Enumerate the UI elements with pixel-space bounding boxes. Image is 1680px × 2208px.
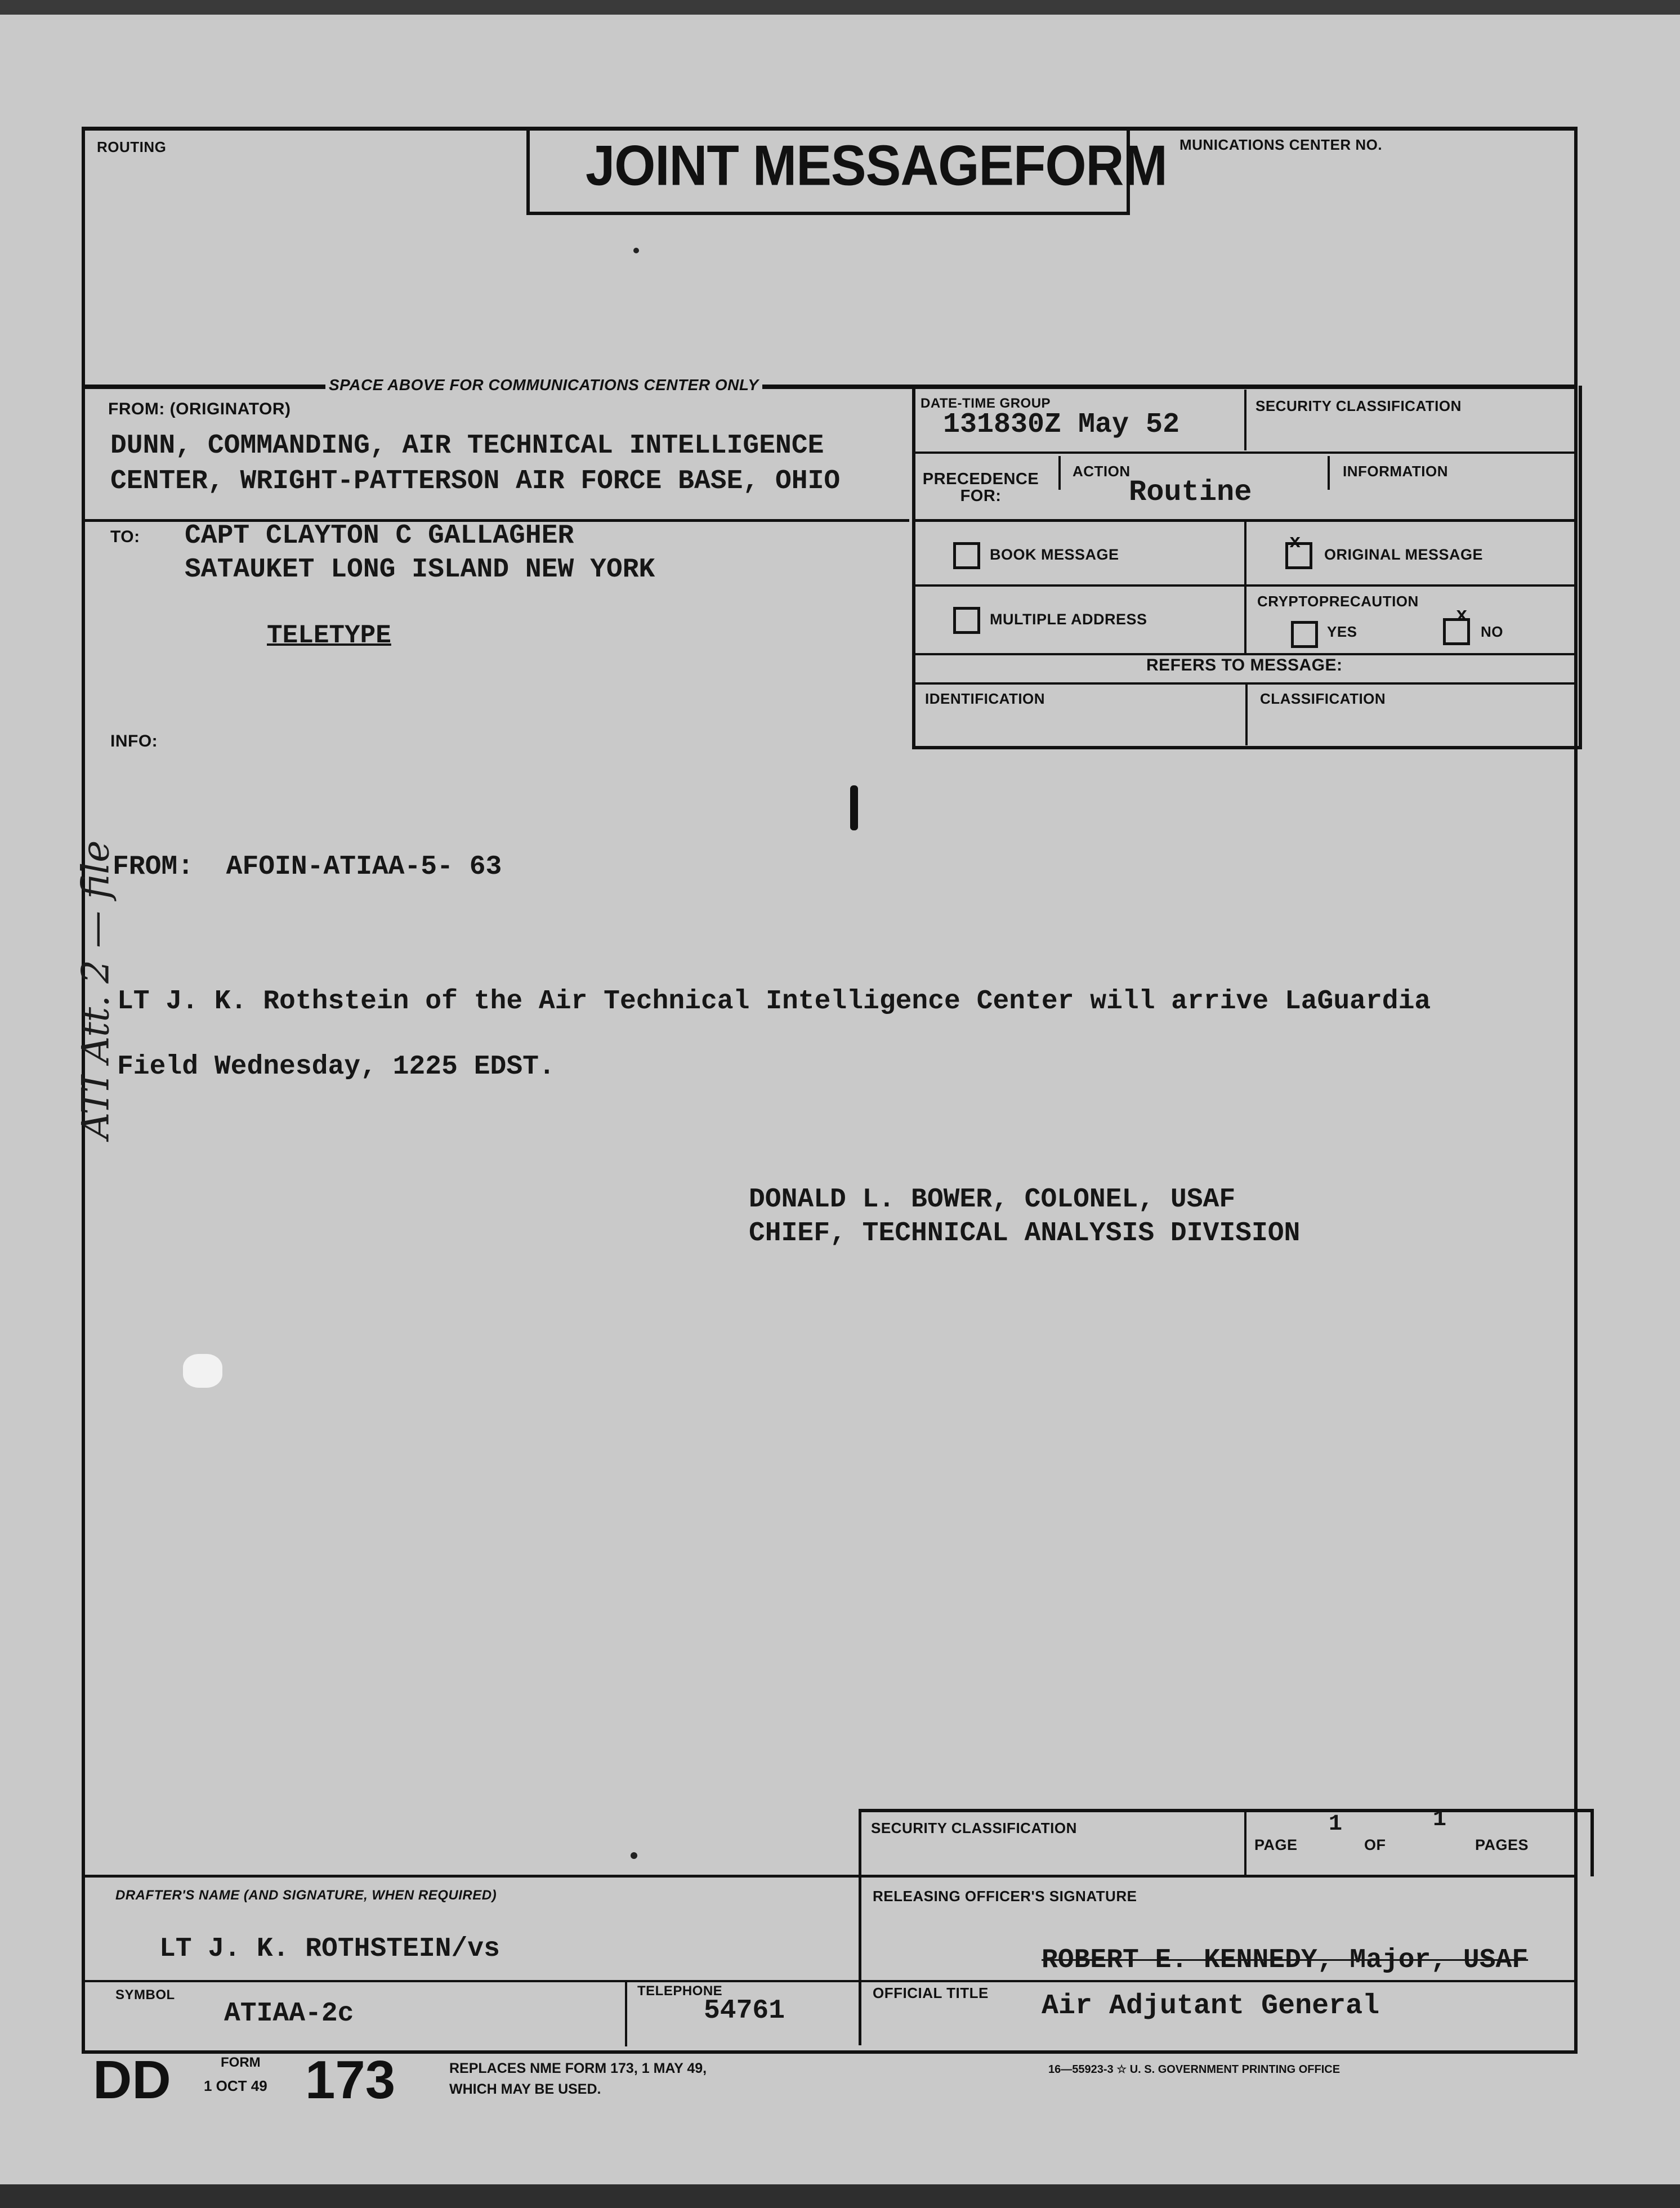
crypto-no-label: NO — [1481, 623, 1503, 640]
official-title-label: OFFICIAL TITLE — [873, 1984, 989, 2001]
precedence-label — [922, 471, 1040, 504]
crypto-yes-label: YES — [1327, 623, 1357, 640]
info-row-3-divider — [912, 584, 1575, 587]
official-title-value: Air Adjutant General — [1042, 1990, 1380, 2022]
symbol-value: ATIAA-2c — [224, 1999, 354, 2029]
to-line-2: SATAUKET LONG ISLAND NEW YORK — [185, 555, 655, 585]
space-above-label: SPACE ABOVE FOR COMMUNICATIONS CENTER ONLY — [325, 376, 762, 394]
from-line-1: DUNN, COMMANDING, AIR TECHNICAL INTELLIGENCE — [110, 431, 824, 461]
options-vertical-divider — [1244, 521, 1246, 655]
crypto-no-check-mark: x — [1456, 605, 1468, 627]
multiple-address-label: MULTIPLE ADDRESS — [990, 611, 1147, 628]
replaces-line-2: WHICH MAY BE USED. — [449, 2081, 601, 2097]
scan-bottom-edge — [0, 2184, 1680, 2208]
refers-to-label: REFERS TO MESSAGE: — [1146, 656, 1343, 674]
information-label: INFORMATION — [1343, 463, 1448, 480]
releasing-label: RELEASING OFFICER'S SIGNATURE — [873, 1888, 1137, 1905]
info-row-1-divider — [912, 452, 1575, 454]
original-message-label: ORIGINAL MESSAGE — [1324, 546, 1484, 563]
page-number: 1 — [1329, 1812, 1343, 1837]
dtg-divider — [1244, 390, 1246, 450]
dtg-label: DATE-TIME GROUP — [921, 396, 1051, 411]
total-pages: 1 — [1433, 1807, 1447, 1832]
original-check-mark: x — [1289, 532, 1301, 553]
stray-mark — [850, 785, 858, 830]
body-line-1: LT J. K. Rothstein of the Air Technical Intelligence Center will arrive LaGuardia — [117, 986, 1431, 1017]
classification-label: CLASSIFICATION — [1260, 690, 1386, 707]
info-row-2-divider — [912, 519, 1575, 522]
pages-label: PAGES — [1475, 1836, 1529, 1853]
stray-dot — [631, 1852, 637, 1859]
form-date: 1 OCT 49 — [204, 2077, 267, 2094]
book-message-label: BOOK MESSAGE — [990, 546, 1119, 563]
action-value: Routine — [1129, 476, 1252, 509]
from-label: FROM: (ORIGINATOR) — [108, 400, 291, 418]
identification-label: IDENTIFICATION — [925, 690, 1045, 707]
symbol-row-divider — [82, 1980, 1574, 1982]
page-label: PAGE — [1254, 1836, 1298, 1853]
form-word: FORM — [221, 2055, 261, 2070]
form-title: JOINT MESSAGEFORM — [586, 133, 1167, 198]
dd-mark: DD — [93, 2050, 171, 2110]
replaces-line-1: REPLACES NME FORM 173, 1 MAY 49, — [449, 2060, 707, 2076]
telephone-divider — [625, 1980, 627, 2046]
security-classification-label: SECURITY CLASSIFICATION — [1255, 397, 1462, 414]
of-label: OF — [1364, 1836, 1386, 1853]
to-label: TO: — [110, 528, 140, 546]
body-from-line: FROM: AFOIN-ATIAA-5- 63 — [113, 852, 502, 882]
to-line-1: CAPT CLAYTON C GALLAGHER — [185, 521, 574, 551]
form-number: 173 — [305, 2050, 396, 2110]
comm-center-no-label: MUNICATIONS CENTER NO. — [1179, 136, 1383, 153]
info-box-left-edge — [912, 386, 915, 749]
info-label: INFO: — [110, 732, 158, 750]
bottom-security-left-edge — [859, 1809, 861, 2045]
drafter-label: DRAFTER'S NAME (AND SIGNATURE, WHEN REQUIRED) — [115, 1888, 497, 1903]
paper-blemish — [183, 1354, 222, 1388]
refers-vertical-divider — [1245, 683, 1248, 745]
info-row-4-divider — [912, 653, 1575, 655]
from-line-2: CENTER, WRIGHT-PATTERSON AIR FORCE BASE, OHIO — [110, 466, 841, 497]
info-row-5-divider — [912, 682, 1575, 685]
telephone-value: 54761 — [704, 1996, 785, 2026]
crypto-yes-checkbox[interactable] — [1291, 621, 1318, 648]
bottom-security-top — [859, 1809, 1593, 1812]
releasing-officer: ROBERT E. KENNEDY, Major, USAF — [1042, 1945, 1529, 1975]
scan-top-edge — [0, 0, 1680, 15]
bottom-security-right-edge — [1590, 1809, 1594, 1876]
drafter-name: LT J. K. ROTHSTEIN/vs — [159, 1934, 500, 1964]
teletype-note: TELETYPE — [267, 621, 391, 650]
action-label: ACTION — [1073, 463, 1131, 480]
dtg-value: 131830Z May 52 — [943, 409, 1180, 441]
book-message-checkbox[interactable] — [953, 542, 980, 569]
signature-line-1: DONALD L. BOWER, COLONEL, USAF — [749, 1185, 1236, 1215]
body-line-2: Field Wednesday, 1225 EDST. — [117, 1052, 555, 1082]
symbol-label: SYMBOL — [115, 1987, 175, 2003]
stray-dot — [633, 248, 639, 253]
precedence-divider — [1058, 456, 1061, 490]
gpo-line: 16—55923-3 ☆ U. S. GOVERNMENT PRINTING OFFICE — [1048, 2063, 1341, 2076]
bottom-block-divider — [82, 1875, 1574, 1878]
telephone-label: TELEPHONE — [637, 1983, 723, 1999]
signature-line-2: CHIEF, TECHNICAL ANALYSIS DIVISION — [749, 1218, 1301, 1249]
precedence-text: PRECEDENCE FOR: — [922, 470, 1039, 505]
action-info-divider — [1328, 456, 1330, 490]
margin-handwriting: ATI Att. 2 — file — [74, 840, 118, 1139]
bottom-security-label: SECURITY CLASSIFICATION — [871, 1820, 1077, 1836]
multiple-address-checkbox[interactable] — [953, 607, 980, 634]
routing-label: ROUTING — [97, 138, 167, 155]
page-box-divider — [1244, 1812, 1246, 1875]
cryptoprecaution-label: CRYPTOPRECAUTION — [1257, 593, 1419, 610]
